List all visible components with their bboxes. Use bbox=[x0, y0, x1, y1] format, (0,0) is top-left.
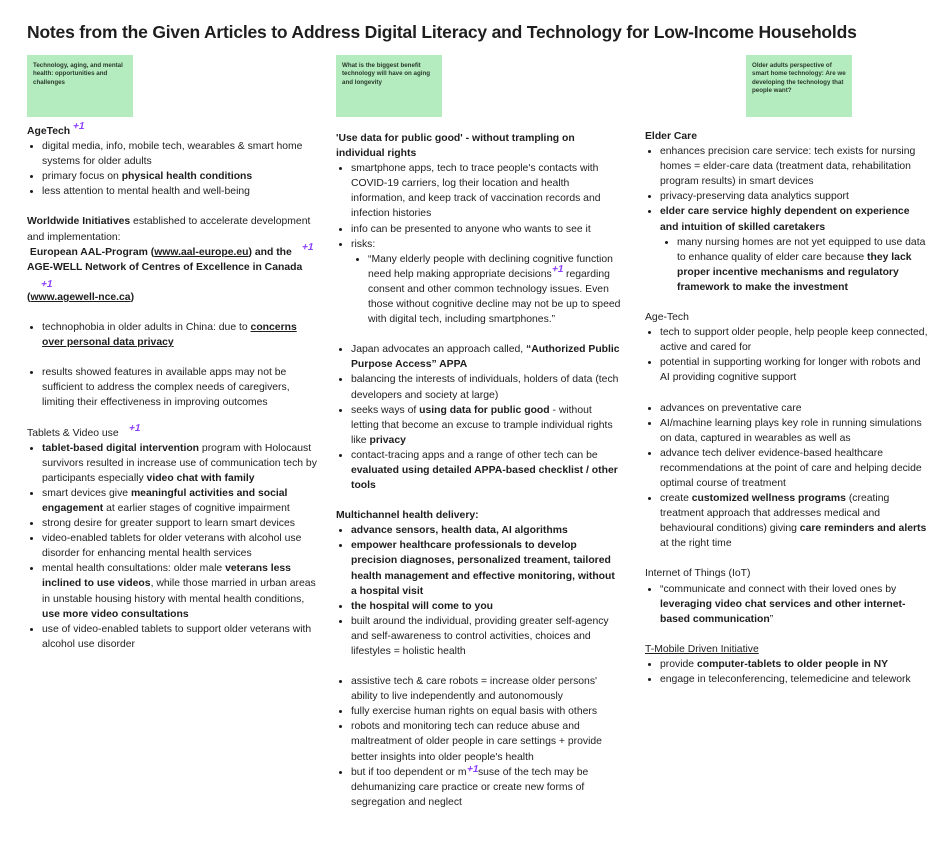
list-item[interactable]: • enhances precision care service: tech exists for nursing homes = elder-care data (treatment data, rehabilitation program results) in smart devices bbox=[660, 144, 930, 189]
list-item[interactable]: • create customized wellness programs (creating treatment approach that addresses medical and behavioural conditions) giving care reminders and alerts at the right time bbox=[660, 491, 930, 551]
sticky-note-2[interactable]: What is the biggest benefit technology will have on aging and longevity bbox=[336, 55, 442, 117]
list-item[interactable]: • technophobia in older adults in China: due to concerns over personal data privacy bbox=[42, 320, 317, 350]
sticky-note-3[interactable]: Older adults perspective of smart home technology: Are we developing the technology that people want? bbox=[746, 55, 852, 117]
aal-program-text[interactable]: European AAL-Program (www.aal-europe.eu) and the +1 bbox=[29, 241, 315, 258]
list-item[interactable]: • results showed features in available apps may not be sufficient to address the complex needs of caregivers, limiting their effectiveness in improving outcomes bbox=[42, 365, 317, 410]
list-item[interactable]: • many nursing homes are not yet equipped to use data to enhance quality of elder care because they lack proper incentive mechanisms and regulatory framework to make the investment bbox=[677, 235, 930, 295]
notes-column-1 bbox=[27, 121, 317, 652]
list-item[interactable]: • built around the individual, providing greater self-agency and self-awareness to control activities, choices and lifestyles = holistic health bbox=[351, 614, 621, 659]
list-item[interactable]: • contact-tracing apps and a range of other tech can be evaluated using detailed APPA-based checklist / other tools bbox=[351, 448, 621, 493]
list-item[interactable]: • “communicate and connect with their loved ones by leveraging video chat services and other internet-based communication” bbox=[660, 582, 930, 627]
list-item[interactable]: • risks: • “Many elderly people with declining cognitive function need help making appropriate decisions+1 regarding consent and other common technology issues. Even those without cognitive decline may not be up to speed with digital tech, including smartphones.” bbox=[351, 237, 621, 328]
list-item[interactable]: • elder care service highly dependent on experience and intuition of skilled caretakers • many nursing homes are not yet equipped to use data to enhance quality of elder care because they lack proper incentive mechanisms and regulatory framework to make the investment bbox=[660, 204, 930, 295]
list-item[interactable]: • AI/machine learning plays key role in running simulations on data, captured in wearables as well as bbox=[660, 416, 930, 446]
list-item[interactable]: • provide computer-tablets to older people in NY bbox=[660, 657, 930, 672]
agetech-list bbox=[27, 139, 317, 199]
list-item[interactable]: • empower healthcare professionals to develop precision diagnoses, personalized treament, tailored health management and effective monitoring, without a hospital visit bbox=[351, 538, 621, 598]
list-item[interactable]: • advance sensors, health data, AI algorithms bbox=[351, 523, 621, 538]
list-item[interactable]: • fully exercise human rights on equal basis with others bbox=[351, 704, 621, 719]
list-item[interactable]: • advances on preventative care bbox=[660, 401, 930, 416]
plus-one-reaction-icon[interactable]: +1 bbox=[465, 763, 480, 775]
list-item[interactable]: • less attention to mental health and well-being bbox=[42, 184, 317, 199]
list-item[interactable]: • advance tech deliver evidence-based healthcare recommendations at the point of care and helping decide optimal course of treatment bbox=[660, 446, 930, 491]
list-item[interactable]: • assistive tech & care robots = increase older persons' ability to live independently and autonomously bbox=[351, 674, 621, 704]
list-item[interactable]: • engage in teleconferencing, telemedicine and telework bbox=[660, 672, 930, 687]
list-item[interactable]: • but if too dependent or m+1suse of the tech may be dehumanizing care practice or create new forms of segregation and neglect bbox=[351, 765, 621, 810]
section-heading[interactable]: T-Mobile Driven Initiative bbox=[645, 643, 759, 655]
plus-one-reaction-icon[interactable]: +1 bbox=[300, 241, 315, 253]
plus-one-reaction-icon[interactable]: +1 bbox=[39, 278, 54, 290]
section-heading[interactable]: Multichannel health delivery: bbox=[336, 510, 479, 522]
aal-link[interactable]: www.aal-europe.eu bbox=[154, 246, 249, 258]
list-item[interactable]: • balancing the interests of individuals, holders of data (tech developers and society at large) bbox=[351, 372, 621, 402]
tablets-heading[interactable]: Tablets & Video use +1 bbox=[27, 422, 142, 439]
list-item[interactable]: • the hospital will come to you bbox=[351, 599, 621, 614]
list-item[interactable]: • Japan advocates an approach called, “Authorized Public Purpose Access” APPA bbox=[351, 342, 621, 372]
notes-column-2 bbox=[336, 131, 621, 810]
plus-one-reaction-icon[interactable]: +1 bbox=[550, 263, 565, 275]
tablets-list bbox=[27, 441, 317, 652]
list-item[interactable]: • use of video-enabled tablets to support older veterans with alcohol use disorder bbox=[42, 622, 317, 652]
list-item[interactable]: • smartphone apps, tech to trace people's contacts with COVID-19 carriers, log their location and health information, and keep track of vaccination records and infection histories bbox=[351, 161, 621, 221]
notes-column-3 bbox=[645, 129, 930, 687]
list-item[interactable]: • smart devices give meaningful activities and social engagement at earlier stages of cognitive impairment bbox=[42, 486, 317, 516]
section-heading[interactable]: Age-Tech bbox=[645, 312, 689, 324]
plus-one-reaction-icon[interactable]: +1 bbox=[71, 121, 86, 132]
quote-item[interactable]: • “Many elderly people with declining cognitive function need help making appropriate decisions+1 regarding consent and other common technology issues. Even those without cognitive decline may not be up to speed with digital tech, including smartphones.” bbox=[368, 252, 621, 327]
list-item[interactable]: • seeks ways of using data for public good - without letting that become an excuse to trample individual rights like privacy bbox=[351, 403, 621, 448]
sticky-note-1[interactable]: Technology, aging, and mental health: opportunities and challenges bbox=[27, 55, 133, 117]
agetech-heading[interactable]: AgeTech +1 bbox=[27, 121, 86, 137]
agewell-link-line[interactable]: (www.agewell-nce.ca) bbox=[27, 291, 135, 303]
list-item[interactable]: • robots and monitoring tech can reduce abuse and maltreatment of older people in care settings + provide better insights into older people's health bbox=[351, 719, 621, 764]
list-item[interactable]: • privacy-preserving data analytics support bbox=[660, 189, 930, 204]
list-item[interactable]: • info can be presented to anyone who wants to see it bbox=[351, 222, 621, 237]
list-item[interactable]: • digital media, info, mobile tech, wearables & smart home systems for older adults bbox=[42, 139, 317, 169]
agewell-link[interactable]: www.agewell-nce.ca bbox=[30, 291, 131, 303]
list-item[interactable]: • mental health consultations: older male veterans less inclined to use videos, while those married in urban areas in unstable housing history with mental health conditions, use more video consultations bbox=[42, 561, 317, 621]
list-item[interactable]: • primary focus on physical health conditions bbox=[42, 169, 317, 184]
list-item[interactable]: • potential in supporting working for longer with robots and AI providing cognitive support bbox=[660, 355, 930, 385]
list-item[interactable]: • tech to support older people, help people keep connected, active and cared for bbox=[660, 325, 930, 355]
list-item[interactable]: • tablet-based digital intervention program with Holocaust survivors resulted in increase use of communication tech by participants especially video chat with family bbox=[42, 441, 317, 486]
section-heading[interactable]: 'Use data for public good' - without trampling on individual rights bbox=[336, 133, 575, 160]
page-title: Notes from the Given Articles to Address Digital Literacy and Technology for Low-Income Households bbox=[27, 22, 857, 42]
agewell-text[interactable]: AGE-WELL Network of Centres of Excellence in Canada+1 bbox=[27, 260, 317, 290]
plus-one-reaction-icon[interactable]: +1 bbox=[127, 422, 142, 434]
section-heading[interactable]: Elder Care bbox=[645, 131, 697, 142]
section-heading[interactable]: Internet of Things (IoT) bbox=[645, 568, 751, 580]
list-item[interactable]: • strong desire for greater support to learn smart devices bbox=[42, 516, 317, 531]
worldwide-initiatives-text[interactable]: Worldwide Initiatives established to accelerate development and implementation: bbox=[27, 216, 311, 243]
list-item[interactable]: • video-enabled tablets for older veterans with alcohol use disorder for enhancing mental health services bbox=[42, 531, 317, 561]
